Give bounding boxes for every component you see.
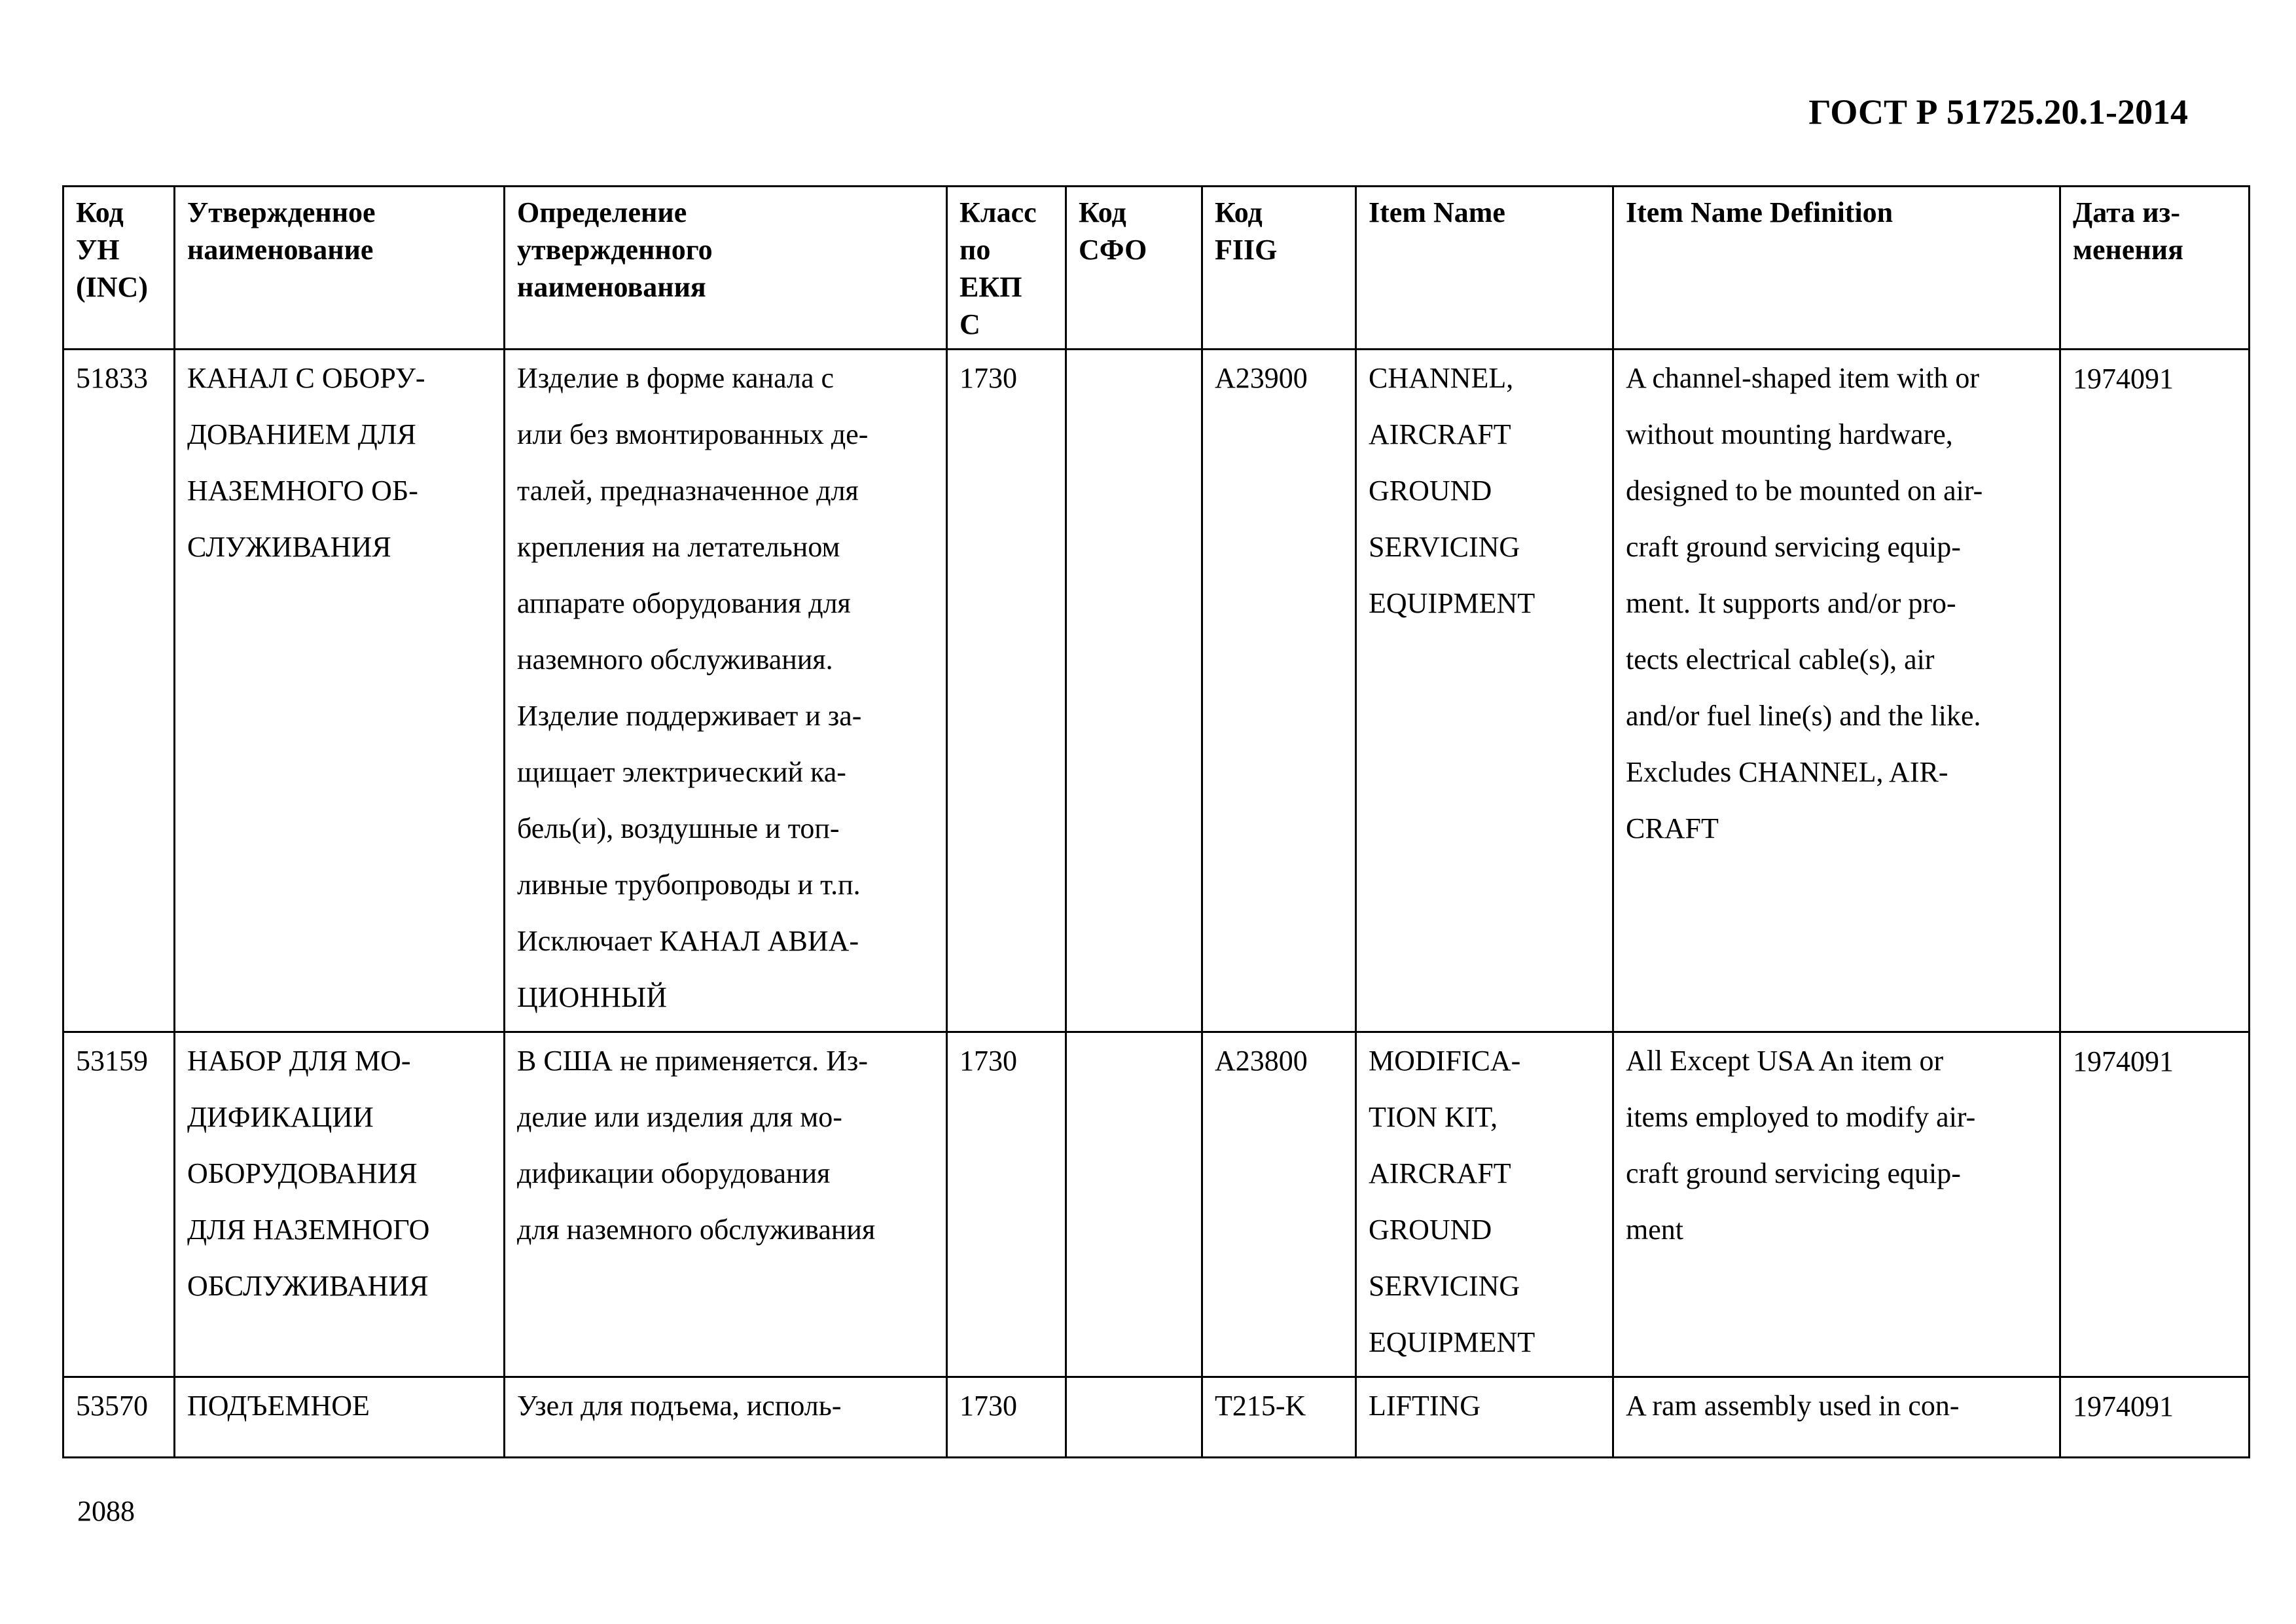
cell-text-line: craft ground servicing equip- <box>1626 531 1961 563</box>
header-text-line: Определение <box>517 196 687 228</box>
col-header-approved-name <box>175 187 505 350</box>
cell-change-date <box>2060 1377 2250 1458</box>
cell-text-line: GROUND <box>1369 475 1492 507</box>
cell-text-line: ment. It supports and/or pro- <box>1626 587 1956 619</box>
col-header-change-date <box>2060 187 2250 350</box>
cell-ekps-class <box>947 1377 1066 1458</box>
cell-text-line: наземного обслуживания. <box>517 643 833 676</box>
cell-text-line: Узел для подъема, исполь- <box>517 1390 842 1422</box>
cell-item-name <box>1356 350 1613 1032</box>
cell-fiig-code <box>1202 350 1356 1032</box>
cell-text-line: дификации оборудования <box>517 1157 831 1189</box>
cell-name-definition <box>505 1032 947 1377</box>
cell-text-line: Исключает КАНАЛ АВИА- <box>517 925 859 957</box>
cell-text-line: TION KIT, <box>1369 1101 1498 1133</box>
cell-text-line: LIFTING <box>1369 1390 1481 1422</box>
cell-text-line: ДЛЯ НАЗЕМНОГО <box>187 1214 430 1246</box>
header-text-line: утвержденного <box>517 234 713 266</box>
cell-inc-code <box>63 350 175 1032</box>
cell-text-line: and/or fuel line(s) and the like. <box>1626 700 1981 732</box>
header-text-line: УН <box>76 234 120 266</box>
cell-approved-name <box>175 1032 505 1377</box>
cell-fiig-code <box>1202 1032 1356 1377</box>
cell-text-line: щищает электрический ка- <box>517 756 846 788</box>
page-number: 2088 <box>77 1495 135 1527</box>
cell-text-line: делие или изделия для мо- <box>517 1101 842 1133</box>
cell-text-line: 51833 <box>76 362 148 394</box>
cell-text-line: Изделие поддерживает и за- <box>517 700 862 732</box>
cell-text-line: аппарате оборудования для <box>517 587 851 619</box>
cell-text-line: для наземного обслуживания <box>517 1214 876 1246</box>
header-text-line: наименования <box>517 271 706 303</box>
cell-text-line: ДОВАНИЕМ ДЛЯ <box>187 418 416 450</box>
cell-text-line: EQUIPMENT <box>1369 1326 1535 1358</box>
cell-text-line: T215-K <box>1215 1390 1306 1422</box>
table-header-row <box>63 187 2250 350</box>
cell-text-line: A ram assembly used in con- <box>1626 1390 1960 1422</box>
cell-text-line: EQUIPMENT <box>1369 587 1535 619</box>
cell-text-line: НАЗЕМНОГО ОБ- <box>187 475 418 507</box>
header-text-line: Item Name Definition <box>1626 196 1893 228</box>
cell-item-name-definition <box>1613 1032 2060 1377</box>
cell-inc-code <box>63 1377 175 1458</box>
col-header-inc-code <box>63 187 175 350</box>
col-header-item-name <box>1356 187 1613 350</box>
cell-text-line: AIRCRAFT <box>1369 1157 1511 1189</box>
col-header-name-definition <box>505 187 947 350</box>
cell-text-line: items employed to modify air- <box>1626 1101 1976 1133</box>
cell-text-line: крепления на летательном <box>517 531 840 563</box>
cell-text-line: 1730 <box>960 362 1017 394</box>
header-text-line: С <box>960 308 980 340</box>
cell-text-line: КАНАЛ С ОБОРУ- <box>187 362 425 394</box>
header-text-line: Item Name <box>1369 196 1505 228</box>
cell-text-line: CHANNEL, <box>1369 362 1514 394</box>
col-header-ekps-class <box>947 187 1066 350</box>
cell-item-name-definition <box>1613 350 2060 1032</box>
table-body <box>63 350 2250 1458</box>
cell-name-definition <box>505 1377 947 1458</box>
header-text-line: СФО <box>1079 234 1147 266</box>
cell-name-definition <box>505 350 947 1032</box>
header-text-line: Код <box>76 196 124 228</box>
cell-text-line: ливные трубопроводы и т.п. <box>517 869 861 901</box>
cell-text-line: бель(и), воздушные и топ- <box>517 812 840 844</box>
cell-text-line: Excludes CHANNEL, AIR- <box>1626 756 1948 788</box>
header-text-line: менения <box>2073 234 2183 266</box>
cell-text-line: или без вмонтированных де- <box>517 418 869 450</box>
cell-change-date <box>2060 350 2250 1032</box>
cell-item-name <box>1356 1032 1613 1377</box>
cell-text-line: SERVICING <box>1369 1270 1520 1302</box>
cell-text-line: CRAFT <box>1626 812 1719 844</box>
cell-text-line: ДИФИКАЦИИ <box>187 1101 374 1133</box>
cell-text-line: ПОДЪЕМНОЕ <box>187 1390 370 1422</box>
cell-fiig-code <box>1202 1377 1356 1458</box>
cell-change-date <box>2060 1032 2250 1377</box>
cell-text-line: 53570 <box>76 1390 148 1422</box>
cell-text-line: 1974091 <box>2073 1390 2174 1422</box>
nomenclature-table <box>62 185 2250 1458</box>
header-text-line: (INC) <box>76 271 148 303</box>
cell-text-line: В США не применяется. Из- <box>517 1045 869 1077</box>
header-text-line: Код <box>1079 196 1126 228</box>
header-text-line: FIIG <box>1215 234 1278 266</box>
cell-text-line: MODIFICA- <box>1369 1045 1521 1077</box>
col-header-item-name-definition <box>1613 187 2060 350</box>
col-header-sfo-code <box>1066 187 1202 350</box>
cell-text-line: All Except USA An item or <box>1626 1045 1944 1077</box>
cell-text-line: ОБОРУДОВАНИЯ <box>187 1157 418 1189</box>
header-text-line: ЕКП <box>960 271 1022 303</box>
cell-text-line: craft ground servicing equip- <box>1626 1157 1961 1189</box>
cell-approved-name <box>175 1377 505 1458</box>
cell-sfo-code <box>1066 1377 1202 1458</box>
cell-approved-name <box>175 350 505 1032</box>
cell-text-line: tects electrical cable(s), air <box>1626 643 1935 676</box>
col-header-fiig-code <box>1202 187 1356 350</box>
cell-text-line: ОБСЛУЖИВАНИЯ <box>187 1270 429 1302</box>
document-standard-header: ГОСТ Р 51725.20.1-2014 <box>1808 92 2188 132</box>
cell-text-line: 53159 <box>76 1045 148 1077</box>
cell-text-line: AIRCRAFT <box>1369 418 1511 450</box>
cell-text-line: 1974091 <box>2073 1045 2174 1077</box>
cell-text-line: Изделие в форме канала с <box>517 362 834 394</box>
cell-text-line: НАБОР ДЛЯ МО- <box>187 1045 411 1077</box>
cell-text-line: GROUND <box>1369 1214 1492 1246</box>
cell-ekps-class <box>947 1032 1066 1377</box>
cell-sfo-code <box>1066 1032 1202 1377</box>
cell-text-line: 1730 <box>960 1045 1017 1077</box>
cell-item-name <box>1356 1377 1613 1458</box>
table-row <box>63 350 2250 1032</box>
cell-text-line: without mounting hardware, <box>1626 418 1953 450</box>
header-text-line: по <box>960 234 991 266</box>
cell-text-line: SERVICING <box>1369 531 1520 563</box>
cell-text-line: ЦИОННЫЙ <box>517 981 668 1013</box>
header-text-line: Утвержденное <box>187 196 376 228</box>
cell-text-line: A23900 <box>1215 362 1308 394</box>
cell-text-line: A channel-shaped item with or <box>1626 362 1980 394</box>
header-text-line: Дата из- <box>2073 196 2180 228</box>
cell-sfo-code <box>1066 350 1202 1032</box>
cell-text-line: A23800 <box>1215 1045 1308 1077</box>
table-row <box>63 1377 2250 1458</box>
cell-text-line: 1730 <box>960 1390 1017 1422</box>
cell-text-line: СЛУЖИВАНИЯ <box>187 531 391 563</box>
cell-inc-code <box>63 1032 175 1377</box>
cell-ekps-class <box>947 350 1066 1032</box>
cell-text-line: 1974091 <box>2073 363 2174 395</box>
header-text-line: Код <box>1215 196 1263 228</box>
cell-text-line: ment <box>1626 1214 1683 1246</box>
cell-text-line: designed to be mounted on air- <box>1626 475 1983 507</box>
cell-item-name-definition <box>1613 1377 2060 1458</box>
cell-text-line: талей, предназначенное для <box>517 475 859 507</box>
header-text-line: наименование <box>187 234 374 266</box>
table-row <box>63 1032 2250 1377</box>
header-text-line: Класс <box>960 196 1037 228</box>
